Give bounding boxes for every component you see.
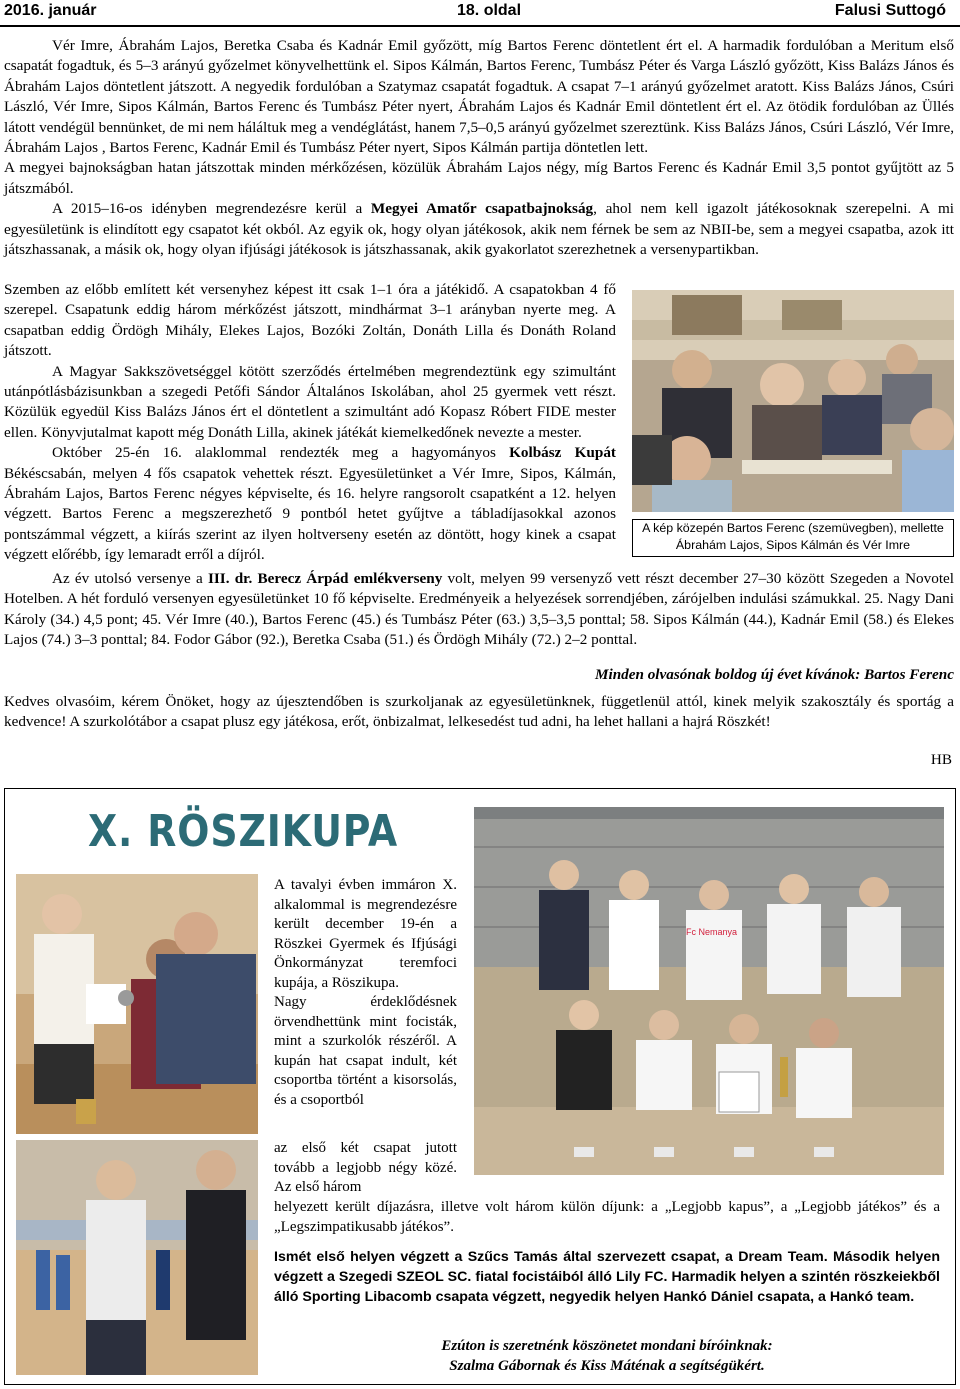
page-header bbox=[0, 0, 960, 24]
roszi-text-1 bbox=[274, 876, 457, 1110]
paragraph: A megyei bajnokságban hatan játszottak minden mérkőzésen, közülük Ábrahám Lajos négy, míg Bartos Ferenc és Kadnár Emil 3,5 pontot gyűjtött az 5 játszmából. bbox=[4, 159, 954, 197]
paragraph: Vér Imre, Ábrahám Lajos, Beretka Csaba és Kadnár Emil győzött, míg Bartos Ferenc döntetlent ért el. A harmadik fordulóban a Meritum első csapatát fogadtuk, és 5–3 arányú győzelmet könyvelhettünk el. Sipos Kálmán, Bartos Ferenc, Tumbász Péter és Varga László győzött, Kiss Balázs János és Ábrahám Lajos döntetlent játszott. A negyedik fordulóban a Szatymaz csapatát fogadtuk. A csapat 7–1 arányú győzelmet aratott. Kiss Balázs János, Csúri László, Vér Imre, Sipos Kálmán, Bartos Ferenc és Tumbász Péter nyert, Ábrahám Lajos és Kadnár Emil döntetlent ért el. Az ötödik fordulóban az Üllés látott vendégül bennünket, de mi nem háláltuk meg a vendéglátást, hanem 7,5–0,5 arányú győzelmet szereztünk. Kiss Balázs János, Csúri László, Vér Imre, Ábrahám Lajos , Bartos Ferenc, Kadnár Emil és Tumbász Péter nyert, Sipos Kálmán partija döntetlen lett. bbox=[4, 37, 954, 157]
team-photo bbox=[474, 807, 944, 1175]
chess-article-top bbox=[4, 36, 954, 260]
roszikupa-title: X. RÖSZIKUPA bbox=[88, 806, 399, 857]
chess-article-bottom bbox=[4, 569, 954, 651]
paragraph: A 2015–16-os idényben megrendezésre kerül a Megyei Amatőr csapatbajnokság, ahol nem kell igazolt játékosoknak szerepelni. A mi egyesületünk is elindított egy csapatot két okból. Az egyik ok, hogy olyan játékosok, akik nem férnek be sem az NBII-be, sem a megyei csapatba, azok itt játszhassanak, a másik ok, hogy olyan ifjúsági játékosok is játszhassanak, akik gyakorlatot szerezhetnek a versenypartikban. bbox=[4, 200, 955, 259]
shirt-print: Fc Nemanya bbox=[686, 927, 738, 937]
paragraph: Október 25-én 16. alaklommal rendezték meg a hagyományos Kolbász Kupát Békéscsabán, melyen 4 fős csapatok vehettek részt. Egyesületünket a Vér Imre, Sipos, Kálmán, Ábrahám Lajos, Bartos Ferenc négyes képviselte, és 16. helyre rangsorolt csapatként a 12. helyen végzett. Bartos Ferenc a megszerezhető 9 pontból hetet gyűjtve a tábladíjasokkal azonos pontszámmal végzett, a kiírás szerint az ilyen holtverseny esetén az döntött, hogy kinek a csapat végzett előrébb, így lemaradt erről a díjról. bbox=[4, 444, 616, 564]
bold-phrase: III. dr. bbox=[207, 570, 253, 587]
bold-phrase: Kolbász Kupát bbox=[509, 444, 616, 462]
gym-photo bbox=[16, 1140, 258, 1375]
results-paragraph: Ismét első helyen végzett a Szűcs Tamás által szervezett csapat, a Dream Team. Második helyen végzett a Szegedi SZEOL SC. fiatal focistáiból álló Lily FC. Harmadik helyen a szintén röszkeiekből álló Sporting Libacomb csapata végzett, negyedik helyen Hankó Dániel csapata, a Hankó team. bbox=[274, 1249, 940, 1305]
header-rule bbox=[0, 25, 960, 27]
award-photo bbox=[16, 874, 258, 1134]
paragraph: Az év utolsó versenye a III. dr. Berecz Árpád emlékverseny volt, melyen 99 versenyző vett részt december 27–30 között Szegeden a Novotel Hotelben. A hét forduló versenyen egyesületünket 10 fő képviselte. Eredményeik a helyezések sorrendjében, zárójelben indulási számukkal. 25. Nagy Dani Károly (34.) 4,5 pont; 45. Vér Imre (40.), Bartos Ferenc (45.) és Tumbász Péter (63.) 3,5–3,5 ponttal; 58. Sipos Kálmán (44.), Kadnár Emil (58.) és Elekes Lajos (74.) 3–3 ponttal; 84. Fodor Gábor (92.), Beretka Csaba (51.) és Ördögh Mihály (72.) 2–2 ponttal. bbox=[4, 570, 955, 649]
paragraph: Nagy érdeklődésnek örvendhettünk mint focisták, mint a szurkolók részéről. A kupán hat csapat indult, két csoportba történt a kisorsolás, és a csoportból bbox=[274, 994, 457, 1108]
chess-article-left bbox=[4, 280, 616, 566]
roszi-text-3 bbox=[274, 1198, 940, 1237]
issue-date: 2016. január bbox=[4, 2, 97, 19]
paragraph: az első két csapat jutott tovább a legjobb négy közé. Az első három bbox=[274, 1140, 457, 1195]
page-number: 18. oldal bbox=[457, 2, 522, 19]
paragraph: A Magyar Sakkszövetséggel kötött szerződés értelmében megrendeztünk egy szimultánt utánpótlásbázisunkban a szegedi Petőfi Sándor Általános Iskolában, ahol 25 gyermek vett részt. Közülük egyedül Kiss Balázs János ért el döntetlent a szimultánt adó Kopasz Róbert FIDE mester ellen. Könyvjutalmat kapott még Donáth Lilla, akinek játékát kiemelkedőnek nevezte a mester. bbox=[4, 362, 616, 441]
supporter-appeal bbox=[4, 692, 954, 733]
paragraph: Szemben az előbb említett két versenyhez képest itt csak 1–1 óra a játékidő. A csapatokban 4 fő szerepel. Csapatunk eddig három mérkőzést játszott, mindhármat 3–1 arányban nyerte meg. A csapatban eddig Ördögh Mihály, Elekes Lajos, Bozóki Zoltán, Donáth Lilla és Donáth Roland játszott. bbox=[4, 281, 616, 360]
photo-caption: A kép közepén Bartos Ferenc (szemüvegben), mellette Ábrahám Lajos, Sipos Kálmán és Vér Imre bbox=[632, 519, 954, 557]
chess-photo bbox=[632, 290, 954, 512]
thanks-line-1: Ezúton is szeretnénk köszönetet mondani bíróinknak: bbox=[441, 1338, 773, 1354]
thanks-line-2: Szalma Gábornak és Kiss Máténak a segítségükért. bbox=[449, 1358, 765, 1374]
paragraph: Kedves olvasóim, kérem Önöket, hogy az újesztendőben is szurkoljanak az egyesületünknek, függetlenül attól, kinek melyik szakosztály és sportág a kedvence! A szurkolótábor a csapat plusz egy játékosa, erőt, önbizalmat, lelkesedést tud adni, ha lehet hallani a hajrá Röszkét! bbox=[4, 693, 954, 731]
bold-phrase: Berecz Árpád emlékverseny bbox=[257, 570, 443, 587]
new-year-wish: Minden olvasónak boldog új évet kívánok: Bartos Ferenc bbox=[594, 666, 954, 683]
thanks-note bbox=[274, 1336, 940, 1376]
paragraph: helyezett került díjazásra, illetve volt három külön díjunk: a „Legjobb kapus”, a „Legjobb játékos” és a „Legszimpatikusabb játékos”. bbox=[274, 1199, 940, 1235]
author-signature: HB bbox=[930, 751, 952, 768]
paper-name: Falusi Suttogó bbox=[834, 2, 946, 19]
bold-phrase: Megyei Amatőr csapatbajnokság bbox=[370, 200, 594, 218]
paragraph: A tavalyi évben immáron X. alkalommal is megrendezésre került december 19-én a Röszkei Gyermek és Ifjúsági Önkormányzat teremfoci kupája, a Röszikupa. bbox=[274, 877, 457, 991]
roszi-text-2 bbox=[274, 1139, 457, 1198]
